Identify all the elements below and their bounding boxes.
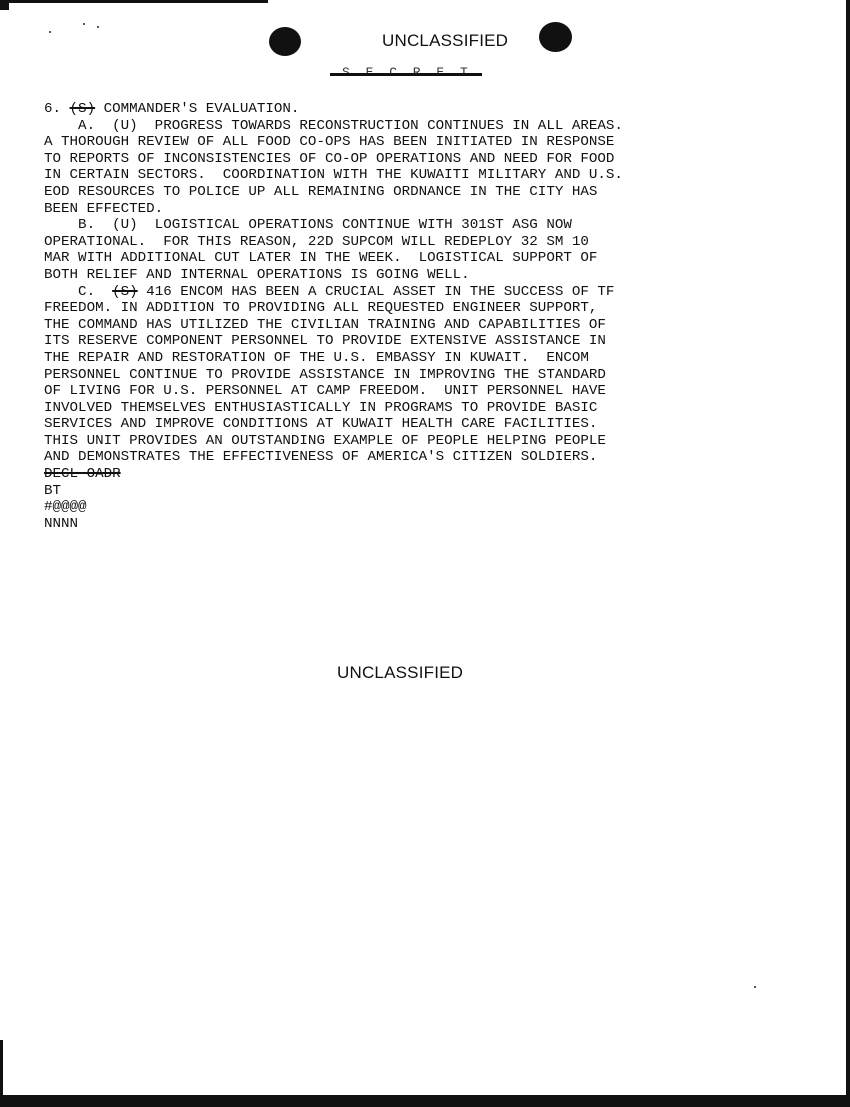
message-line	[44, 118, 744, 135]
struck-marking: (S)	[69, 101, 96, 117]
classification-header: UNCLASSIFIED	[382, 31, 509, 50]
message-line	[44, 101, 744, 118]
message-line	[44, 167, 744, 184]
message-line	[44, 134, 744, 151]
secret-marking	[330, 64, 482, 84]
line-text: OF LIVING FOR U.S. PERSONNEL AT CAMP FREEDOM. UNIT PERSONNEL HAVE	[44, 383, 606, 400]
scan-border-bottom	[0, 1095, 850, 1107]
struck-marking: (S)	[112, 283, 138, 300]
line-text: B. (U) LOGISTICAL OPERATIONS CONTINUE WITH 301ST ASG NOW	[44, 217, 572, 234]
scan-speck	[754, 986, 756, 988]
message-line	[44, 184, 744, 201]
line-text: SERVICES AND IMPROVE CONDITIONS AT KUWAIT HEALTH CARE FACILITIES.	[44, 416, 598, 433]
message-line	[44, 433, 744, 450]
message-line	[44, 217, 744, 234]
punch-hole-right	[539, 22, 572, 52]
message-line	[44, 367, 744, 384]
message-line	[44, 300, 744, 317]
line-text: INVOLVED THEMSELVES ENTHUSIASTICALLY IN PROGRAMS TO PROVIDE BASIC	[44, 399, 598, 416]
scan-border-corner	[0, 0, 9, 10]
line-text: ITS RESERVE COMPONENT PERSONNEL TO PROVIDE EXTENSIVE ASSISTANCE IN	[44, 333, 606, 350]
message-line	[44, 151, 744, 168]
message-line	[44, 250, 744, 267]
classification-footer: UNCLASSIFIED	[337, 663, 464, 682]
line-text: NNNN	[44, 515, 79, 532]
line-text: BOTH RELIEF AND INTERNAL OPERATIONS IS GOING WELL.	[44, 266, 470, 283]
line-text: THE REPAIR AND RESTORATION OF THE U.S. EMBASSY IN KUWAIT. ENCOM	[44, 349, 589, 366]
line-text: IN CERTAIN SECTORS. COORDINATION WITH THE KUWAITI MILITARY AND U.S.	[44, 167, 623, 184]
message-body	[44, 101, 744, 532]
line-text: 6.	[44, 101, 70, 117]
line-text: COMMANDER'S EVALUATION.	[95, 101, 300, 117]
line-text: A THOROUGH REVIEW OF ALL FOOD CO-OPS HAS BEEN INITIATED IN RESPONSE	[44, 134, 615, 151]
message-line	[44, 234, 744, 251]
scan-speck	[83, 23, 85, 25]
line-text: #@@@@	[44, 499, 87, 516]
line-text: EOD RESOURCES TO POLICE UP ALL REMAINING ORDNANCE IN THE CITY HAS	[44, 183, 598, 200]
line-text: BT	[44, 482, 62, 499]
message-line	[44, 416, 744, 433]
line-text: MAR WITH ADDITIONAL CUT LATER IN THE WEEK. LOGISTICAL SUPPORT OF	[44, 250, 598, 267]
line-text: A. (U) PROGRESS TOWARDS RECONSTRUCTION CONTINUES IN ALL AREAS.	[44, 117, 623, 134]
line-text: BEEN EFFECTED.	[44, 200, 164, 217]
line-text: OPERATIONAL. FOR THIS REASON, 22D SUPCOM WILL REDEPLOY 32 SM 10	[44, 233, 589, 250]
line-text: TO REPORTS OF INCONSISTENCIES OF CO-OP OPERATIONS AND NEED FOR FOOD	[44, 150, 615, 167]
scan-speck	[49, 31, 51, 33]
message-line	[44, 466, 744, 483]
line-text: 416 ENCOM HAS BEEN A CRUCIAL ASSET IN THE SUCCESS OF TF	[137, 283, 615, 300]
punch-hole-left	[269, 27, 301, 56]
message-line	[44, 483, 744, 500]
message-line	[44, 516, 744, 533]
message-line	[44, 400, 744, 417]
line-text: THIS UNIT PROVIDES AN OUTSTANDING EXAMPLE OF PEOPLE HELPING PEOPLE	[44, 432, 606, 449]
line-text: PERSONNEL CONTINUE TO PROVIDE ASSISTANCE IN IMPROVING THE STANDARD	[44, 366, 606, 383]
line-text: AND DEMONSTRATES THE EFFECTIVENESS OF AMERICA'S CITIZEN SOLDIERS.	[44, 449, 598, 466]
message-line	[44, 267, 744, 284]
scan-speck	[97, 26, 99, 28]
line-text: THE COMMAND HAS UTILIZED THE CIVILIAN TRAINING AND CAPABILITIES OF	[44, 316, 606, 333]
line-text: FREEDOM. IN ADDITION TO PROVIDING ALL REQUESTED ENGINEER SUPPORT,	[44, 300, 598, 317]
message-line	[44, 350, 744, 367]
scan-border-right	[846, 0, 850, 1107]
struck-marking: DECL OADR	[44, 466, 121, 483]
message-line	[44, 317, 744, 334]
scan-border-left	[0, 1040, 3, 1107]
message-line	[44, 201, 744, 218]
message-line	[44, 383, 744, 400]
secret-strikeout-line	[330, 73, 482, 76]
message-line	[44, 333, 744, 350]
scan-border-top	[0, 0, 268, 3]
message-line	[44, 284, 744, 301]
line-text: C.	[44, 283, 113, 300]
message-line	[44, 499, 744, 516]
message-line	[44, 449, 744, 466]
